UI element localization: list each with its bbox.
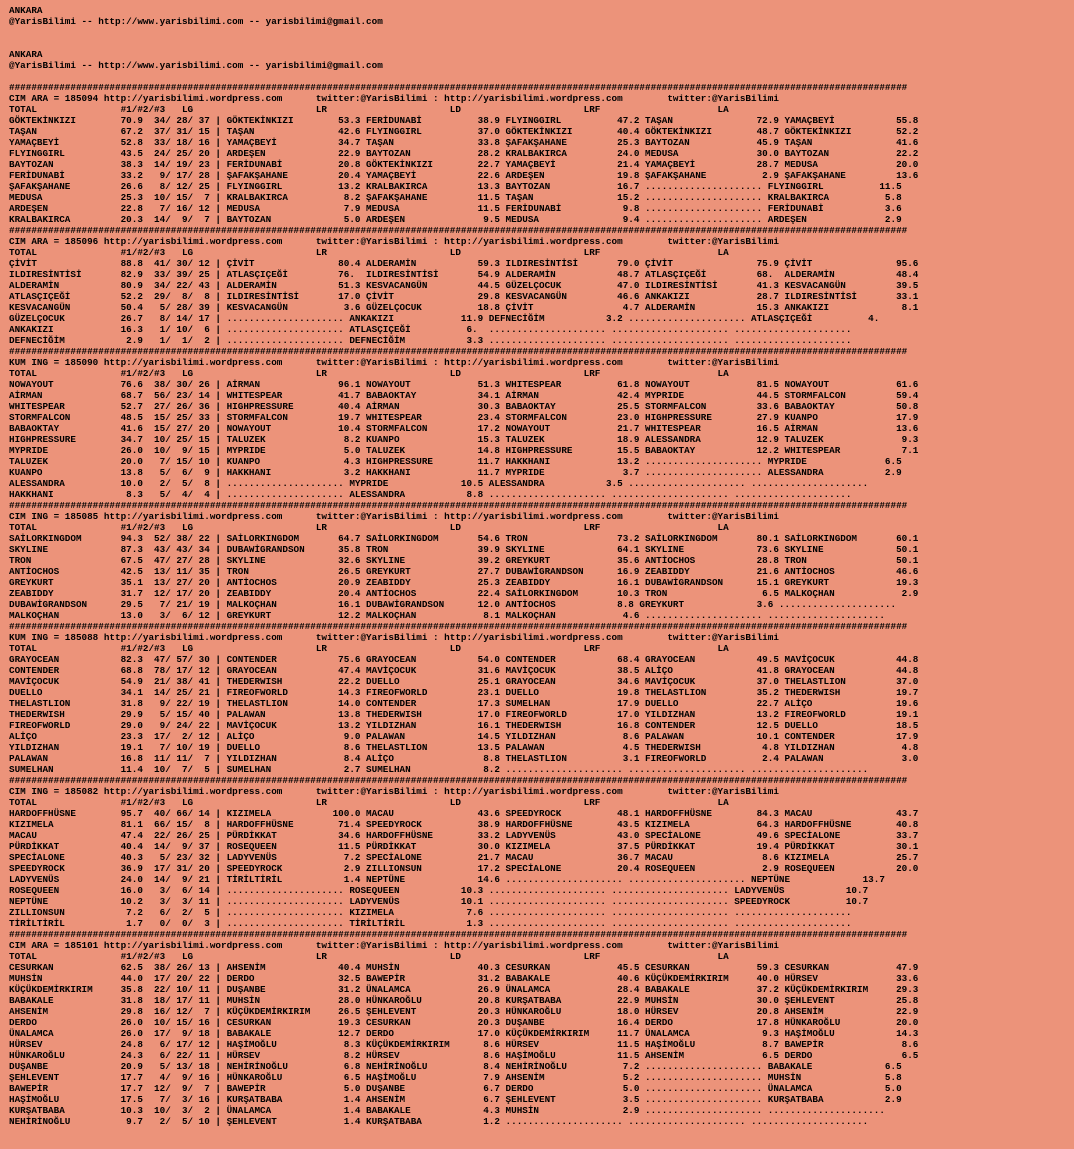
contact-line: @YarisBilimi -- http://www.yarisbilimi.com -- yarisbilimi@gmail.com xyxy=(9,16,383,27)
city-title-repeat: ANKARA xyxy=(9,49,43,60)
header-block xyxy=(9,5,1074,82)
race-section-7: ################################################################################################################################################################# CIM ARA = 185101 http://yarisbilimi.wordpress.com twitter:@YarisBilimi : http://yarisbilimi.wordpress.com twitter:@YarisBilimi TOTAL #1/#2/#3 LG LR LD LRF LA CESURKAN 62.5 38/ 26/ 13 | AHSENİM 40.4 MUHSİN 40.3 CESURKAN 45.5 CESURKAN 59.3 CESURKAN 47.9 MUHSİN 44.0 17/ 20/ 22 | DERDO 32.5 BAWEPİR 31.2 BABAKALE 40.6 KÜÇÜKDEMİRKIRIM 40.0 HÜRSEV 33.6 KÜÇÜKDEMİRKIRIM 35.8 22/ 10/ 11 | DUŞANBE 31.2 ÜNALAMCA 26.9 ÜNALAMCA 28.4 BABAKALE 37.2 KÜÇÜKDEMİRKIRIM 29.3 BABAKALE 31.8 18/ 17/ 11 | MUHSİN 28.0 HÜNKAROĞLU 20.8 KURŞATBABA 22.9 MUHSİN 30.0 ŞEHLEVENT 25.8 AHSENİM 29.8 16/ 12/ 7 | KÜÇÜKDEMİRKIRIM 26.5 ŞEHLEVENT 20.3 HÜNKAROĞLU 18.0 HÜRSEV 20.8 AHSENİM 22.9 DERDO 26.0 10/ 15/ 16 | CESURKAN 19.3 CESURKAN 20.3 DUŞANBE 16.4 DERDO 17.8 HÜNKAROĞLU 20.0 ÜNALAMCA 26.0 17/ 9/ 18 | BABAKALE 12.7 DERDO 17.0 KÜÇÜKDEMİRKIRIM 11.7 ÜNALAMCA 9.3 HAŞİMOĞLU 14.3 HÜRSEV 24.8 6/ 17/ 12 | HAŞİMOĞLU 8.3 KÜÇÜKDEMİRKIRIM 8.6 HÜRSEV 11.5 HAŞİMOĞLU 8.7 BAWEPİR 8.6 HÜNKAROĞLU 24.3 6/ 22/ 11 | HÜRSEV 8.2 HÜRSEV 8.6 HAŞİMOĞLU 11.5 AHSENİM 6.5 DERDO 6.5 DUŞANBE 20.9 5/ 13/ 18 | NEHİRİNOĞLU 6.8 NEHİRİNOĞLU 8.4 NEHİRİNOĞLU 7.2 ..................... BABAKALE 6.5 ŞEHLEVENT 17.7 4/ 9/ 16 | HÜNKAROĞLU 6.5 HAŞİMOĞLU 7.9 AHSENİM 5.2 ..................... MUHSİN 5.8 BAWEPİR 17.7 12/ 9/ 7 | BAWEPİR 5.0 DUŞANBE 6.7 DERDO 5.0 ..................... ÜNALAMCA 5.0 HAŞİMOĞLU 17.5 7/ 3/ 16 | KURŞATBABA 1.4 AHSENİM 6.7 ŞEHLEVENT 3.5 ..................... KURŞATBABA 2.9 KURŞATBABA 10.3 10/ 3/ 2 | ÜNALAMCA 1.4 BABAKALE 4.3 MUHSİN 2.9 ..................... ..................... NEHİRİNOĞLU 9.7 2/ 5/ 10 | ŞEHLEVENT 1.4 KURŞATBABA 1.2 ..................... ..................... ..................... xyxy=(9,929,919,1127)
city-title: ANKARA xyxy=(9,5,43,16)
race-section-2: ################################################################################################################################################################# CIM ARA = 185096 http://yarisbilimi.wordpress.com twitter:@YarisBilimi : http://yarisbilimi.wordpress.com twitter:@YarisBilimi TOTAL #1/#2/#3 LG LR LD LRF LA ÇİVİT 88.8 41/ 30/ 12 | ÇİVİT 80.4 ALDERAMİN 59.3 ILDIRESİNTİSİ 79.0 ÇİVİT 75.9 ÇİVİT 95.6 ILDIRESİNTİSİ 82.9 33/ 39/ 25 | ATLASÇIÇEĞİ 76. ILDIRESİNTİSİ 54.9 ALDERAMİN 48.7 ATLASÇIÇEĞİ 68. ALDERAMİN 48.4 ALDERAMİN 80.9 34/ 22/ 43 | ALDERAMİN 51.3 KESVACANGÜN 44.5 GÜZELÇOCUK 47.0 ILDIRESİNTİSİ 41.3 KESVACANGÜN 39.5 ATLASÇIÇEĞİ 52.2 29/ 8/ 8 | ILDIRESİNTİSİ 17.0 ÇİVİT 29.8 KESVACANGÜN 46.6 ANKAKIZI 28.7 ILDIRESİNTİSİ 33.1 KESVACANGÜN 50.4 5/ 28/ 39 | KESVACANGÜN 3.6 GÜZELÇOCUK 18.8 ÇİVİT 4.7 ALDERAMİN 15.3 ANKAKIZI 8.1 GÜZELÇOCUK 26.7 8/ 14/ 17 | ..................... ANKAKIZI 11.9 DEFNECİĞİM 3.2 ..................... ATLASÇIÇEĞİ 4. ANKAKIZI 16.3 1/ 10/ 6 | ..................... ATLASÇIÇEĞİ 6. ..................... ..................... ..................... DEFNECİĞİM 2.9 1/ 1/ 2 | ..................... DEFNECİĞİM 3.3 ..................... ..................... ..................... xyxy=(9,225,919,346)
race-section-3: ################################################################################################################################################################# KUM ING = 185090 http://yarisbilimi.wordpress.com twitter:@YarisBilimi : http://yarisbilimi.wordpress.com twitter:@YarisBilimi TOTAL #1/#2/#3 LG LR LD LRF LA NOWAYOUT 76.6 38/ 30/ 26 | AİRMAN 96.1 NOWAYOUT 51.3 WHITESPEAR 61.8 NOWAYOUT 81.5 NOWAYOUT 61.6 AİRMAN 68.7 56/ 23/ 14 | WHITESPEAR 41.7 BABAOKTAY 34.1 AİRMAN 42.4 MYPRIDE 44.5 STORMFALCON 59.4 WHITESPEAR 52.7 27/ 26/ 36 | HIGHPRESSURE 40.4 AİRMAN 30.3 BABAOKTAY 25.5 STORMFALCON 33.6 BABAOKTAY 50.8 STORMFALCON 48.5 15/ 25/ 33 | STORMFALCON 19.7 WHITESPEAR 23.4 STORMFALCON 23.0 HIGHPRESSURE 27.9 KUANPO 17.9 BABAOKTAY 41.6 15/ 27/ 20 | NOWAYOUT 10.4 STORMFALCON 17.2 NOWAYOUT 21.7 WHITESPEAR 16.5 AİRMAN 13.6 HIGHPRESSURE 34.7 10/ 25/ 15 | TALUZEK 8.2 KUANPO 15.3 TALUZEK 18.9 ALESSANDRA 12.9 TALUZEK 9.3 MYPRIDE 26.0 10/ 9/ 15 | MYPRIDE 5.0 TALUZEK 14.8 HIGHPRESSURE 15.5 BABAOKTAY 12.2 WHITESPEAR 7.1 TALUZEK 20.0 7/ 15/ 10 | KUANPO 4.3 HIGHPRESSURE 11.7 HAKKHANI 13.2 ..................... MYPRIDE 6.5 KUANPO 13.8 5/ 6/ 9 | HAKKHANI 3.2 HAKKHANI 11.7 MYPRIDE 3.7 ..................... ALESSANDRA 2.9 ALESSANDRA 10.0 2/ 5/ 8 | ..................... MYPRIDE 10.5 ALESSANDRA 3.5 ..................... ..................... HAKKHANI 8.3 5/ 4/ 4 | ..................... ALESSANDRA 8.8 ..................... ..................... ..................... xyxy=(9,346,919,500)
race-section-1: ################################################################################################################################################################# CIM ARA = 185094 http://yarisbilimi.wordpress.com twitter:@YarisBilimi : http://yarisbilimi.wordpress.com twitter:@YarisBilimi TOTAL #1/#2/#3 LG LR LD LRF LA GÖKTEKİNKIZI 70.9 34/ 28/ 37 | GÖKTEKİNKIZI 53.3 FERİDUNABİ 38.9 FLYINGGIRL 47.2 TAŞAN 72.9 YAMAÇBEYİ 55.8 TAŞAN 67.2 37/ 31/ 15 | TAŞAN 42.6 FLYINGGIRL 37.0 GÖKTEKİNKIZI 40.4 GÖKTEKİNKIZI 48.7 GÖKTEKİNKIZI 52.2 YAMAÇBEYİ 52.8 33/ 18/ 16 | YAMAÇBEYİ 34.7 TAŞAN 33.8 ŞAFAKŞAHANE 25.3 BAYTOZAN 45.9 TAŞAN 41.6 FLYINGGIRL 43.5 24/ 25/ 20 | ARDEŞEN 22.9 BAYTOZAN 28.2 KRALBAKIRCA 24.0 MEDUSA 30.0 BAYTOZAN 22.2 BAYTOZAN 38.3 14/ 19/ 23 | FERİDUNABİ 20.8 GÖKTEKİNKIZI 22.7 YAMAÇBEYİ 21.4 YAMAÇBEYİ 28.7 MEDUSA 20.0 FERİDUNABİ 33.2 9/ 17/ 28 | ŞAFAKŞAHANE 20.4 YAMAÇBEYİ 22.6 ARDEŞEN 19.8 ŞAFAKŞAHANE 2.9 ŞAFAKŞAHANE 13.6 ŞAFAKŞAHANE 26.6 8/ 12/ 25 | FLYINGGIRL 13.2 KRALBAKIRCA 13.3 BAYTOZAN 16.7 ..................... FLYINGGIRL 11.5 MEDUSA 25.3 10/ 15/ 7 | KRALBAKIRCA 8.2 ŞAFAKŞAHANE 11.5 TAŞAN 15.2 ..................... KRALBAKIRCA 5.8 ARDEŞEN 22.8 7/ 16/ 12 | MEDUSA 7.9 MEDUSA 11.5 FERİDUNABİ 9.8 ..................... FERİDUNABİ 3.6 KRALBAKIRCA 20.3 14/ 9/ 7 | BAYTOZAN 5.0 ARDEŞEN 9.5 MEDUSA 9.4 ..................... ARDEŞEN 2.9 xyxy=(9,82,919,225)
race-section-5: ################################################################################################################################################################# KUM ING = 185088 http://yarisbilimi.wordpress.com twitter:@YarisBilimi : http://yarisbilimi.wordpress.com twitter:@YarisBilimi TOTAL #1/#2/#3 LG LR LD LRF LA GRAYOCEAN 82.3 47/ 57/ 30 | CONTENDER 75.6 GRAYOCEAN 54.0 CONTENDER 68.4 GRAYOCEAN 49.5 MAVİÇOCUK 44.8 CONTENDER 68.8 78/ 17/ 12 | GRAYOCEAN 47.4 MAVİÇOCUK 31.6 MAVİÇOCUK 38.5 ALİÇO 41.8 GRAYOCEAN 44.8 MAVİÇOCUK 54.9 21/ 38/ 41 | THEDERWISH 22.2 DUELLO 25.1 GRAYOCEAN 34.6 MAVİÇOCUK 37.0 THELASTLION 37.0 DUELLO 34.1 14/ 25/ 21 | FIREOFWORLD 14.3 FIREOFWORLD 23.1 DUELLO 19.8 THELASTLION 35.2 THEDERWISH 19.7 THELASTLION 31.8 9/ 22/ 19 | THELASTLION 14.0 CONTENDER 17.3 SUMELHAN 17.9 DUELLO 22.7 ALİÇO 19.6 THEDERWISH 29.9 5/ 15/ 40 | PALAWAN 13.8 THEDERWISH 17.0 FIREOFWORLD 17.0 YILDIZHAN 13.2 FIREOFWORLD 19.1 FIREOFWORLD 29.0 9/ 24/ 22 | MAVİÇOCUK 13.2 YILDIZHAN 16.1 THEDERWISH 16.8 CONTENDER 12.5 DUELLO 18.5 ALİÇO 23.3 17/ 2/ 12 | ALİÇO 9.0 PALAWAN 14.5 YILDIZHAN 8.6 PALAWAN 10.1 CONTENDER 17.9 YILDIZHAN 19.1 7/ 10/ 19 | DUELLO 8.6 THELASTLION 13.5 PALAWAN 4.5 THEDERWISH 4.8 YILDIZHAN 4.8 PALAWAN 16.8 11/ 11/ 7 | YILDIZHAN 8.4 ALİÇO 8.8 THELASTLION 3.1 FIREOFWORLD 2.4 PALAWAN 3.0 SUMELHAN 11.4 10/ 7/ 5 | SUMELHAN 2.7 SUMELHAN 8.2 ..................... ..................... ..................... xyxy=(9,621,919,775)
blank-line xyxy=(9,38,1074,49)
race-section-6: ################################################################################################################################################################# CIM ING = 185082 http://yarisbilimi.wordpress.com twitter:@YarisBilimi : http://yarisbilimi.wordpress.com twitter:@YarisBilimi TOTAL #1/#2/#3 LG LR LD LRF LA HARDOFFHÜSNE 95.7 40/ 66/ 14 | KIZIMELA 100.0 MACAU 43.6 SPEEDYROCK 48.1 HARDOFFHÜSNE 84.3 MACAU 43.7 KIZIMELA 81.1 66/ 15/ 8 | HARDOFFHÜSNE 71.4 SPEEDYROCK 38.9 HARDOFFHÜSNE 43.5 KIZIMELA 64.3 HARDOFFHÜSNE 40.8 MACAU 47.4 22/ 26/ 25 | PÜRDİKKAT 34.6 HARDOFFHÜSNE 33.2 LADYVENÜS 43.0 SPECİALONE 49.6 SPECİALONE 33.7 PÜRDİKKAT 40.4 14/ 9/ 37 | ROSEQUEEN 11.5 PÜRDİKKAT 30.0 KIZIMELA 37.5 PÜRDİKKAT 19.4 PÜRDİKKAT 30.1 SPECİALONE 40.3 5/ 23/ 32 | LADYVENÜS 7.2 SPECİALONE 21.7 MACAU 36.7 MACAU 8.6 KIZIMELA 25.7 SPEEDYROCK 36.9 17/ 31/ 20 | SPEEDYROCK 2.9 ZILLIONSUN 17.2 SPECİALONE 20.4 ROSEQUEEN 2.9 ROSEQUEEN 20.0 LADYVENÜS 24.0 14/ 9/ 21 | TİRİLTİRİL 1.4 NEPTÜNE 14.6 ..................... ..................... NEPTÜNE 13.7 ROSEQUEEN 16.0 3/ 6/ 14 | ..................... ROSEQUEEN 10.3 ..................... ..................... LADYVENÜS 10.7 NEPTÜNE 10.2 3/ 3/ 11 | ..................... LADYVENÜS 10.1 ..................... ..................... SPEEDYROCK 10.7 ZILLIONSUN 7.2 6/ 2/ 5 | ..................... KIZIMELA 7.6 ..................... ..................... ..................... TİRİLTİRİL 1.7 0/ 0/ 3 | ..................... TİRİLTİRİL 1.3 ..................... ..................... ..................... xyxy=(9,775,919,929)
contact-line-repeat: @YarisBilimi -- http://www.yarisbilimi.com -- yarisbilimi@gmail.com xyxy=(9,60,383,71)
race-section-4: ################################################################################################################################################################# CIM ING = 185085 http://yarisbilimi.wordpress.com twitter:@YarisBilimi : http://yarisbilimi.wordpress.com twitter:@YarisBilimi TOTAL #1/#2/#3 LG LR LD LRF LA SAİLORKINGDOM 94.3 52/ 38/ 22 | SAİLORKINGDOM 64.7 SAİLORKINGDOM 54.6 TRON 73.2 SAİLORKINGDOM 80.1 SAİLORKINGDOM 60.1 SKYLINE 87.3 43/ 43/ 34 | DUBAWİGRANDSON 35.8 TRON 39.9 SKYLINE 64.1 SKYLINE 73.6 SKYLINE 50.1 TRON 67.5 47/ 27/ 28 | SKYLINE 32.6 SKYLINE 39.2 GREYKURT 35.6 ANTİOCHOS 28.8 TRON 50.1 ANTİOCHOS 42.5 13/ 11/ 35 | TRON 26.5 GREYKURT 27.7 DUBAWİGRANDSON 16.9 ZEABIDDY 21.6 ANTİOCHOS 46.6 GREYKURT 35.1 13/ 27/ 20 | ANTİOCHOS 20.9 ZEABIDDY 25.3 ZEABIDDY 16.1 DUBAWİGRANDSON 15.1 GREYKURT 19.3 ZEABIDDY 31.7 12/ 17/ 20 | ZEABIDDY 20.4 ANTİOCHOS 22.4 SAİLORKINGDOM 10.3 TRON 6.5 MALKOÇHAN 2.9 DUBAWİGRANDSON 29.5 7/ 21/ 19 | MALKOÇHAN 16.1 DUBAWİGRANDSON 12.0 ANTİOCHOS 8.8 GREYKURT 3.6 ..................... MALKOÇHAN 13.0 3/ 6/ 12 | GREYKURT 12.2 MALKOÇHAN 8.1 MALKOÇHAN 4.6 ..................... ..................... xyxy=(9,500,919,621)
